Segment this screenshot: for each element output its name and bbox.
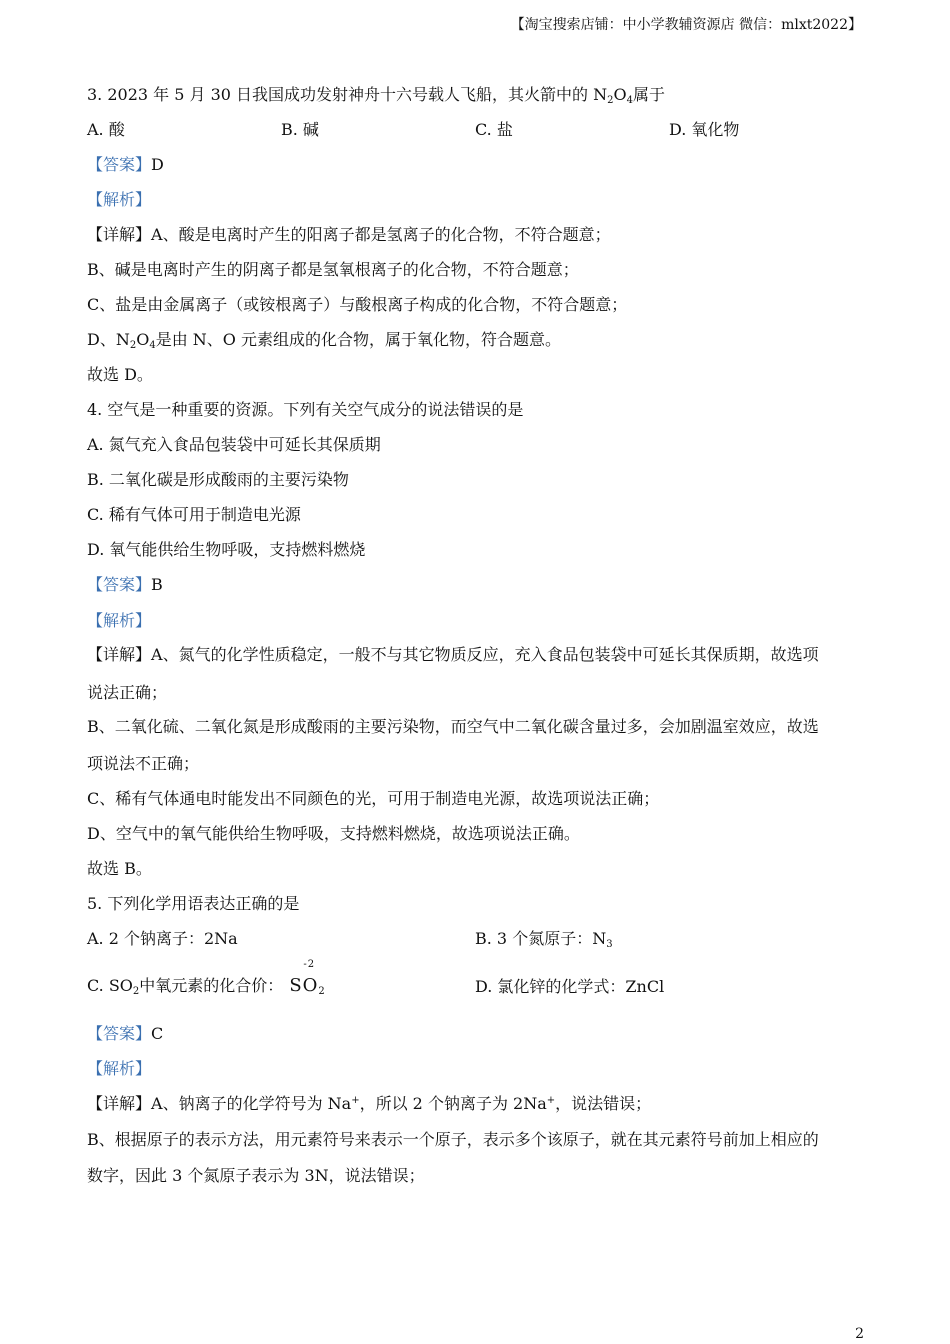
- detail-text: O: [136, 330, 150, 349]
- q4-detail-3: C、稀有气体通电时能发出不同颜色的光，可用于制造电光源，故选项说法正确；: [87, 789, 660, 808]
- q5-analysis-tag: 【解析】: [87, 1059, 152, 1078]
- q4-option-d: D. 氧气能供给生物呼吸，支持燃料燃烧: [87, 540, 366, 559]
- detail-tag: 【详解】: [87, 225, 152, 244]
- page-header: 【淘宝搜索店铺：中小学教辅资源店 微信：mlxt2022】: [510, 17, 862, 33]
- q4-stem: 4. 空气是一种重要的资源。下列有关空气成分的说法错误的是: [87, 400, 524, 419]
- q3-option-b: B. 碱: [281, 120, 319, 139]
- answer-tag: 【答案】: [87, 575, 152, 594]
- q4-detail-2: B、二氧化硫、二氧化氮是形成酸雨的主要污染物，而空气中二氧化碳含量过多，会加剧温室效应，故选: [87, 717, 819, 736]
- q3-detail-1: [87, 222, 611, 245]
- q5-option-b: [475, 926, 613, 949]
- q3-stem-text: O: [613, 85, 627, 104]
- q4-conclusion: 故选 B。: [87, 859, 152, 878]
- q3-detail-3: C、盐是由金属离子（或铵根离子）与酸根离子构成的化合物，不符合题意；: [87, 295, 628, 314]
- q3-detail-2: B、碱是电离时产生的阴离子都是氢氧根离子的化合物，不符合题意；: [87, 260, 579, 279]
- detail-sub: 2: [129, 340, 137, 351]
- q5-answer: [87, 1021, 163, 1044]
- q3-stem-sub: 4: [626, 95, 634, 106]
- detail-tag: 【详解】: [87, 1094, 152, 1113]
- option-sub: 3: [606, 939, 613, 950]
- q3-option-d: D. 氧化物: [669, 120, 740, 139]
- option-text: B. 3 个氮原子：N: [475, 929, 607, 948]
- option-text: C. SO: [87, 976, 133, 995]
- detail-tag: 【详解】: [87, 645, 152, 664]
- q3-option-c: C. 盐: [475, 120, 513, 139]
- detail-text: A、氮气的化学性质稳定，一般不与其它物质反应，充入食品包装袋中可延长其保质期，故选项: [151, 645, 819, 664]
- detail-sub: 4: [149, 340, 156, 351]
- q3-stem: [87, 82, 665, 105]
- q5-detail-2-cont: 数字，因此 3 个氮原子表示为 3N，说法错误；: [87, 1166, 425, 1185]
- detail-text: D、N: [87, 330, 130, 349]
- answer-value: B: [151, 575, 163, 594]
- q3-answer: [87, 152, 164, 175]
- q4-answer: [87, 572, 163, 595]
- option-sub: 2: [132, 986, 140, 997]
- q4-option-a: A. 氮气充入食品包装袋中可延长其保质期: [87, 435, 381, 454]
- detail-text: A、酸是电离时产生的阳离子都是氢离子的化合物，不符合题意；: [151, 225, 611, 244]
- answer-tag: 【答案】: [87, 1024, 152, 1043]
- q3-analysis-tag: 【解析】: [87, 190, 152, 209]
- valence-mark: -2: [303, 959, 316, 970]
- option-text: 中氧元素的化合价：: [139, 976, 284, 995]
- q3-stem-sub: 2: [607, 95, 614, 106]
- answer-tag: 【答案】: [87, 155, 152, 174]
- detail-sup: +: [546, 1095, 556, 1106]
- q3-stem-text: 属于: [633, 85, 666, 104]
- q5-option-a: A. 2 个钠离子：2Na: [87, 929, 238, 948]
- detail-sup: +: [351, 1095, 360, 1106]
- detail-text: ，所以 2 个钠离子为 2Na: [359, 1094, 547, 1113]
- formula-sub: 2: [318, 986, 326, 997]
- q4-detail-1-cont: 说法正确；: [87, 683, 168, 702]
- valence-formula: [289, 959, 326, 997]
- answer-value: D: [151, 155, 164, 174]
- detail-text: ，说法错误；: [555, 1094, 652, 1113]
- q5-option-c: [87, 959, 326, 997]
- q3-detail-4: [87, 327, 561, 350]
- formula-text: SO: [289, 975, 319, 996]
- detail-text: A、钠离子的化学符号为 Na: [151, 1094, 352, 1113]
- q4-detail-2-cont: 项说法不正确；: [87, 754, 200, 773]
- q4-analysis-tag: 【解析】: [87, 611, 152, 630]
- q5-detail-2: B、根据原子的表示方法，用元素符号来表示一个原子，表示多个该原子，就在其元素符号前加上相应的: [87, 1130, 819, 1149]
- q3-option-a: A. 酸: [87, 120, 125, 139]
- q4-option-b: B. 二氧化碳是形成酸雨的主要污染物: [87, 470, 349, 489]
- q4-detail-1: [87, 642, 819, 665]
- q5-stem: 5. 下列化学用语表达正确的是: [87, 894, 300, 913]
- q5-option-d: D. 氯化锌的化学式：ZnCl: [475, 977, 665, 996]
- detail-text: 是由 N、O 元素组成的化合物，属于氧化物，符合题意。: [155, 330, 562, 349]
- q5-detail-1: [87, 1091, 651, 1114]
- q4-option-c: C. 稀有气体可用于制造电光源: [87, 505, 301, 524]
- answer-value: C: [151, 1024, 164, 1043]
- q3-stem-text: 3. 2023 年 5 月 30 日我国成功发射神舟十六号载人飞船，其火箭中的 N: [87, 85, 608, 104]
- q4-detail-4: D、空气中的氧气能供给生物呼吸，支持燃料燃烧，故选项说法正确。: [87, 824, 580, 843]
- q3-conclusion: 故选 D。: [87, 365, 153, 384]
- page-number: 2: [855, 1326, 864, 1342]
